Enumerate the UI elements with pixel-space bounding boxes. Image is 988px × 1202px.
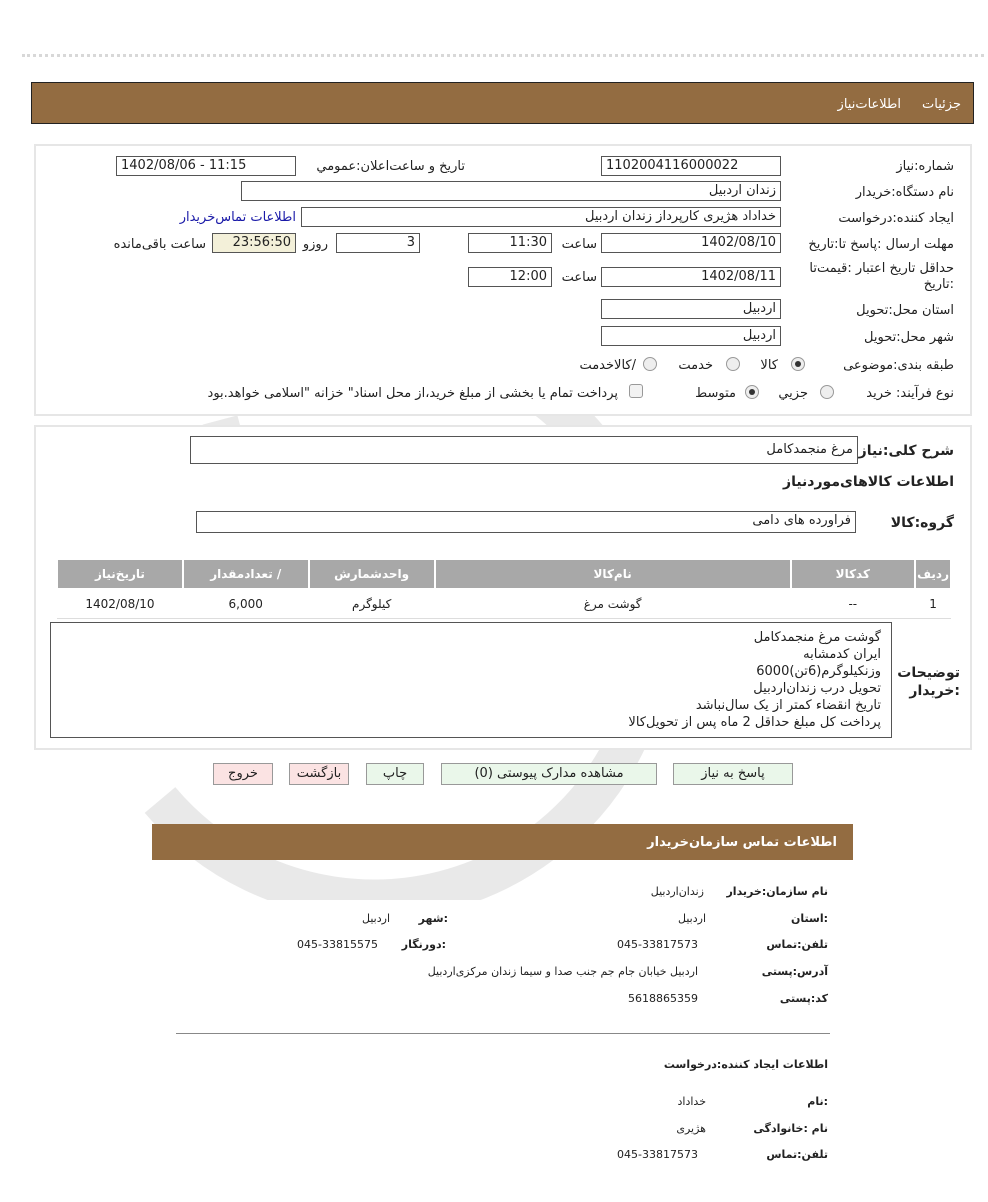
- category-label: طبقه بندی:موضوعی: [843, 358, 954, 373]
- creator-family-label: نام :خانوادگی: [753, 1122, 828, 1135]
- buyer-notes-box: [50, 622, 892, 738]
- table-header-row: [57, 559, 951, 589]
- org-value: زندان‌اردبیل: [650, 885, 704, 898]
- process-label: نوع فرآیند: خرید: [866, 386, 954, 401]
- buyer-note-line: تحویل درب زندان‌اردبیل: [753, 681, 881, 696]
- cell-row: 1: [915, 589, 951, 619]
- buyer-name-label: نام دستگاه:خریدار: [855, 185, 954, 200]
- city-label: شهر محل:تحویل: [864, 330, 954, 345]
- category-goods-label: کالا: [760, 358, 778, 373]
- view-attachments-button[interactable]: مشاهده مدارک پیوستی (0): [441, 763, 657, 785]
- deadline-hour-label: ساعت: [561, 237, 597, 252]
- top-dotted-divider: [22, 54, 984, 57]
- contact-province-value: اردبیل: [678, 912, 706, 925]
- details-header-bar: [31, 82, 974, 124]
- buyer-contact-header: [152, 824, 853, 860]
- category-service-radio[interactable]: [726, 357, 740, 371]
- exit-button[interactable]: خروج: [213, 763, 273, 785]
- back-button[interactable]: بازگشت: [289, 763, 349, 785]
- province-label: استان محل:تحویل: [856, 303, 954, 318]
- contact-city-value: اردبیل: [362, 912, 390, 925]
- cell-name: گوشت مرغ: [435, 589, 791, 619]
- org-label: نام سازمان:خریدار: [726, 885, 828, 898]
- treasury-payment-checkbox[interactable]: [629, 384, 643, 398]
- goods-group-field: فراورده های دامی: [196, 511, 856, 533]
- need-number-field: 1102004116000022: [601, 156, 781, 176]
- validity-hour-label: ساعت: [561, 270, 597, 285]
- process-medium-radio[interactable]: [745, 385, 759, 399]
- validity-time-field: 12:00: [468, 267, 552, 287]
- postal-value: 5618865359: [628, 992, 698, 1005]
- buyer-note-line: تاریخ انقضاء کمتر از یک سال‌نباشد: [695, 698, 881, 713]
- creator-info-title: اطلاعات ایجاد کننده:درخواست: [663, 1058, 828, 1071]
- cell-unit: کیلوگرم: [309, 589, 435, 619]
- col-code-header: کدکالا: [791, 559, 916, 589]
- cell-code: --: [791, 589, 916, 619]
- creator-label: ایجاد کننده:درخواست: [838, 211, 954, 226]
- header-title: جزئیات: [922, 97, 961, 112]
- reply-button[interactable]: پاسخ به نیاز: [673, 763, 793, 785]
- days-label: روزو: [302, 237, 328, 252]
- col-qty-header: / تعدادمقدار: [183, 559, 309, 589]
- fax-value: 045-33815575: [297, 938, 378, 951]
- goods-info-heading: اطلاعات کالاهای‌موردنیاز: [783, 474, 954, 490]
- deadline-label: مهلت ارسال :پاسخ تا:تاریخ: [808, 237, 954, 252]
- general-desc-field: مرغ منجمدکامل: [190, 436, 858, 464]
- creator-family-value: هژیری: [676, 1122, 706, 1135]
- buyer-note-line: پرداخت کل مبلغ حداقل 2 ماه پس از تحویل‌کالا: [628, 715, 881, 730]
- postal-label: کد:پستی: [779, 992, 828, 1005]
- need-number-label: شماره:نیاز: [896, 159, 954, 174]
- contact-divider: [176, 1033, 830, 1034]
- validity-date-field: 1402/08/11: [601, 267, 781, 287]
- print-button[interactable]: چاپ: [366, 763, 424, 785]
- header-subtitle: اطلاعات‌نیاز: [837, 97, 901, 112]
- goods-group-label: گروه:کالا: [890, 515, 954, 531]
- creator-phone-label: تلفن:تماس: [766, 1148, 828, 1161]
- remaining-label: ساعت باقی‌مانده: [113, 237, 206, 252]
- category-both-label: /کالاخدمت: [579, 358, 636, 373]
- col-row-header: ردیف: [915, 559, 951, 589]
- process-partial-label: جزیي: [778, 386, 808, 401]
- fax-label: :دورنگار: [401, 938, 446, 951]
- phone-label: تلفن:تماس: [766, 938, 828, 951]
- buyer-contact-link[interactable]: اطلاعات تماس‌خریدار: [179, 210, 296, 225]
- buyer-notes-label: توضیحات :خریدار: [897, 665, 960, 699]
- creator-field: خداداد هژیری کارپرداز زندان اردبیل: [301, 207, 781, 227]
- cell-date: 1402/08/10: [57, 589, 183, 619]
- creator-name-value: خداداد: [677, 1095, 706, 1108]
- buyer-contact-title: اطلاعات تماس سازمان‌خریدار: [647, 835, 837, 850]
- announce-date-field: 1402/08/06 - 11:15: [116, 156, 296, 176]
- address-label: آدرس:پستی: [761, 965, 828, 978]
- process-partial-radio[interactable]: [820, 385, 834, 399]
- creator-phone-value: 045-33817573: [617, 1148, 698, 1161]
- goods-table: [56, 558, 952, 619]
- days-field: 3: [336, 233, 420, 253]
- buyer-note-line: وزنکیلوگرم(6تن)6000: [756, 664, 881, 679]
- category-goods-radio[interactable]: [791, 357, 805, 371]
- announce-label: تاریخ و ساعت‌اعلان:عمومي: [316, 159, 465, 174]
- validity-label: حداقل تاریخ اعتبار :قیمت‌تا :تاریخ: [809, 261, 954, 292]
- contact-province-label: :استان: [791, 912, 828, 925]
- col-unit-header: واحدشمارش: [309, 559, 435, 589]
- creator-name-label: :نام: [807, 1095, 828, 1108]
- contact-city-label: :شهر: [418, 912, 448, 925]
- col-name-header: نام‌کالا: [435, 559, 791, 589]
- category-service-label: خدمت: [678, 358, 713, 373]
- phone-value: 045-33817573: [617, 938, 698, 951]
- buyer-name-field: زندان اردبیل: [241, 181, 781, 201]
- col-date-header: تاریخ‌نیاز: [57, 559, 183, 589]
- province-field: اردبیل: [601, 299, 781, 319]
- treasury-payment-note: پرداخت تمام یا بخشی از مبلغ خرید،از محل اسناد" خزانه "اسلامی خواهد.بود: [207, 386, 618, 401]
- buyer-note-line: گوشت مرغ منجمدکامل: [753, 630, 881, 645]
- table-row: [57, 589, 951, 619]
- category-both-radio[interactable]: [643, 357, 657, 371]
- address-value: اردبیل خیابان جام جم جنب صدا و سیما زندان مرکزی‌اردبیل: [427, 965, 698, 978]
- cell-qty: 6,000: [183, 589, 309, 619]
- process-medium-label: متوسط: [695, 386, 736, 401]
- remaining-time-field: 23:56:50: [212, 233, 296, 253]
- buyer-note-line: ایران کدمشابه: [803, 647, 881, 662]
- city-field: اردبیل: [601, 326, 781, 346]
- deadline-date-field: 1402/08/10: [601, 233, 781, 253]
- general-desc-label: شرح کلی:نیاز: [858, 443, 954, 459]
- deadline-time-field: 11:30: [468, 233, 552, 253]
